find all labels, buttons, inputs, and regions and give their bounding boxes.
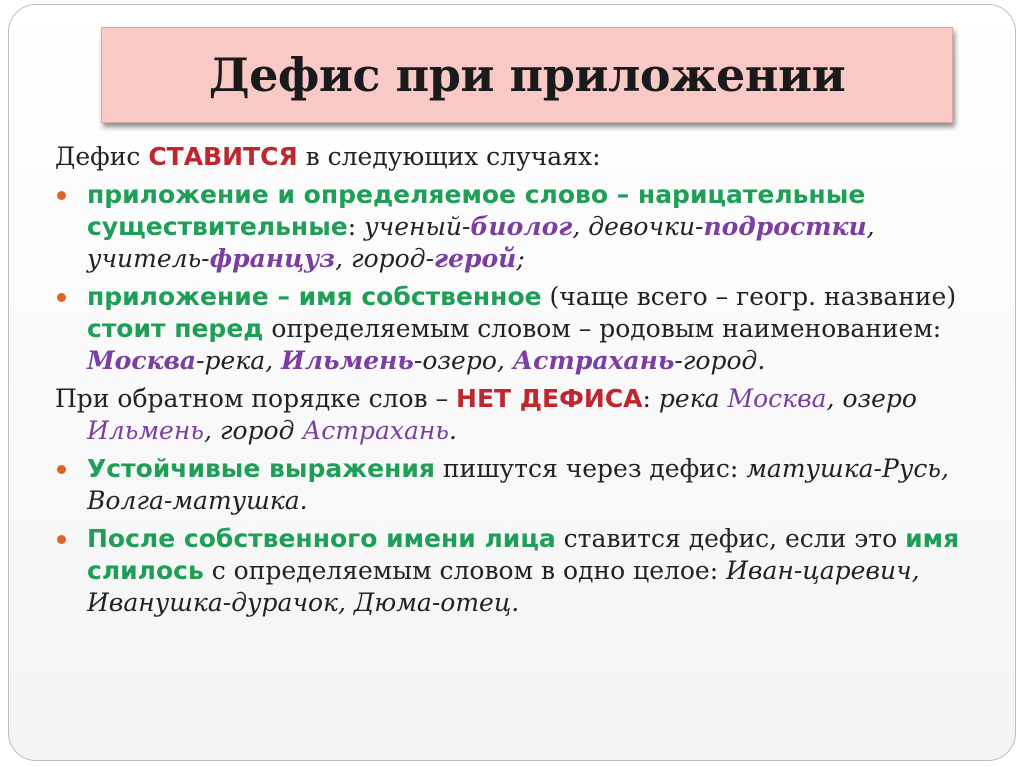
bullet-3-text: пишутся через дефис: xyxy=(434,454,747,483)
bullet-2-highlight: Москва xyxy=(87,346,197,375)
slide xyxy=(8,4,1016,761)
bullet-dot-icon xyxy=(57,465,66,474)
reverse-text: При обратном порядке слов – xyxy=(55,384,457,413)
bullet-2-example: -озеро, xyxy=(413,346,513,375)
intro-text-end: в следующих случаях: xyxy=(297,142,601,171)
reverse-example: река xyxy=(658,384,728,413)
reverse-highlight: Ильмень xyxy=(87,416,204,445)
reverse-order-paragraph xyxy=(55,383,1005,447)
reverse-example: . xyxy=(449,416,457,445)
bullet-item-3 xyxy=(55,453,1005,517)
bullet-4-text: с определяемым словом в одно целое: xyxy=(203,556,727,585)
bullet-3-example: матушка-Русь, Волга-матушка. xyxy=(87,454,949,515)
reverse-example: , город xyxy=(203,416,303,445)
bullet-4-text: ставится дефис, если это xyxy=(555,524,906,553)
bullet-4-example: Иван-царевич, Иванушка-дурачок, Дюма-отец. xyxy=(87,556,920,617)
bullet-1-example: , девочки- xyxy=(572,212,704,241)
reverse-example: , озеро xyxy=(826,384,917,413)
bullet-4-rule: После собственного имени лица xyxy=(87,524,556,553)
bullet-1-example: , город- xyxy=(335,244,435,273)
bullet-1-rule: приложение и определяемое слово – нарицательные существительные xyxy=(87,180,866,241)
bullet-2-highlight: Астрахань xyxy=(512,346,675,375)
bullet-2-example: -река, xyxy=(196,346,282,375)
bullet-item-1 xyxy=(55,179,1005,275)
bullet-1-colon: : xyxy=(347,212,365,241)
bullet-1-highlight: подростки xyxy=(703,212,867,241)
intro-paragraph xyxy=(55,141,1005,173)
bullet-2-text: определяемым словом – родовым наименованием: xyxy=(263,314,942,343)
title-box xyxy=(101,27,953,123)
intro-emphasis: СТАВИТСЯ xyxy=(148,142,298,171)
bullet-2-highlight: Ильмень xyxy=(281,346,414,375)
bullet-4-rule-emphasis: имя слилось xyxy=(87,524,960,585)
slide-content xyxy=(55,141,1005,625)
bullet-1-example: , учитель- xyxy=(87,212,875,273)
bullet-item-2 xyxy=(55,281,1005,377)
reverse-highlight: Астрахань xyxy=(302,416,450,445)
reverse-emphasis: НЕТ ДЕФИСА xyxy=(456,384,643,413)
bullet-dot-icon xyxy=(57,191,66,200)
bullet-1-highlight: герой xyxy=(434,244,517,273)
bullet-2-rule-emphasis: стоит перед xyxy=(87,314,264,343)
bullet-2-rule: приложение – имя собственное xyxy=(87,282,542,311)
bullet-3-rule: Устойчивые выражения xyxy=(87,454,435,483)
bullet-1-highlight: биолог xyxy=(470,212,573,241)
bullet-dot-icon xyxy=(57,535,66,544)
bullet-dot-icon xyxy=(57,293,66,302)
bullet-1-example: ученый- xyxy=(364,212,471,241)
intro-text: Дефис xyxy=(55,142,149,171)
bullet-1-example: ; xyxy=(516,244,525,273)
bullet-2-example: -город. xyxy=(674,346,766,375)
bullet-1-highlight: француз xyxy=(209,244,336,273)
bullet-2-text: (чаще всего – геогр. название) xyxy=(541,282,957,311)
reverse-highlight: Москва xyxy=(727,384,827,413)
bullet-item-4 xyxy=(55,523,1005,619)
reverse-colon: : xyxy=(642,384,659,413)
slide-title: Дефис при приложении xyxy=(208,48,846,102)
